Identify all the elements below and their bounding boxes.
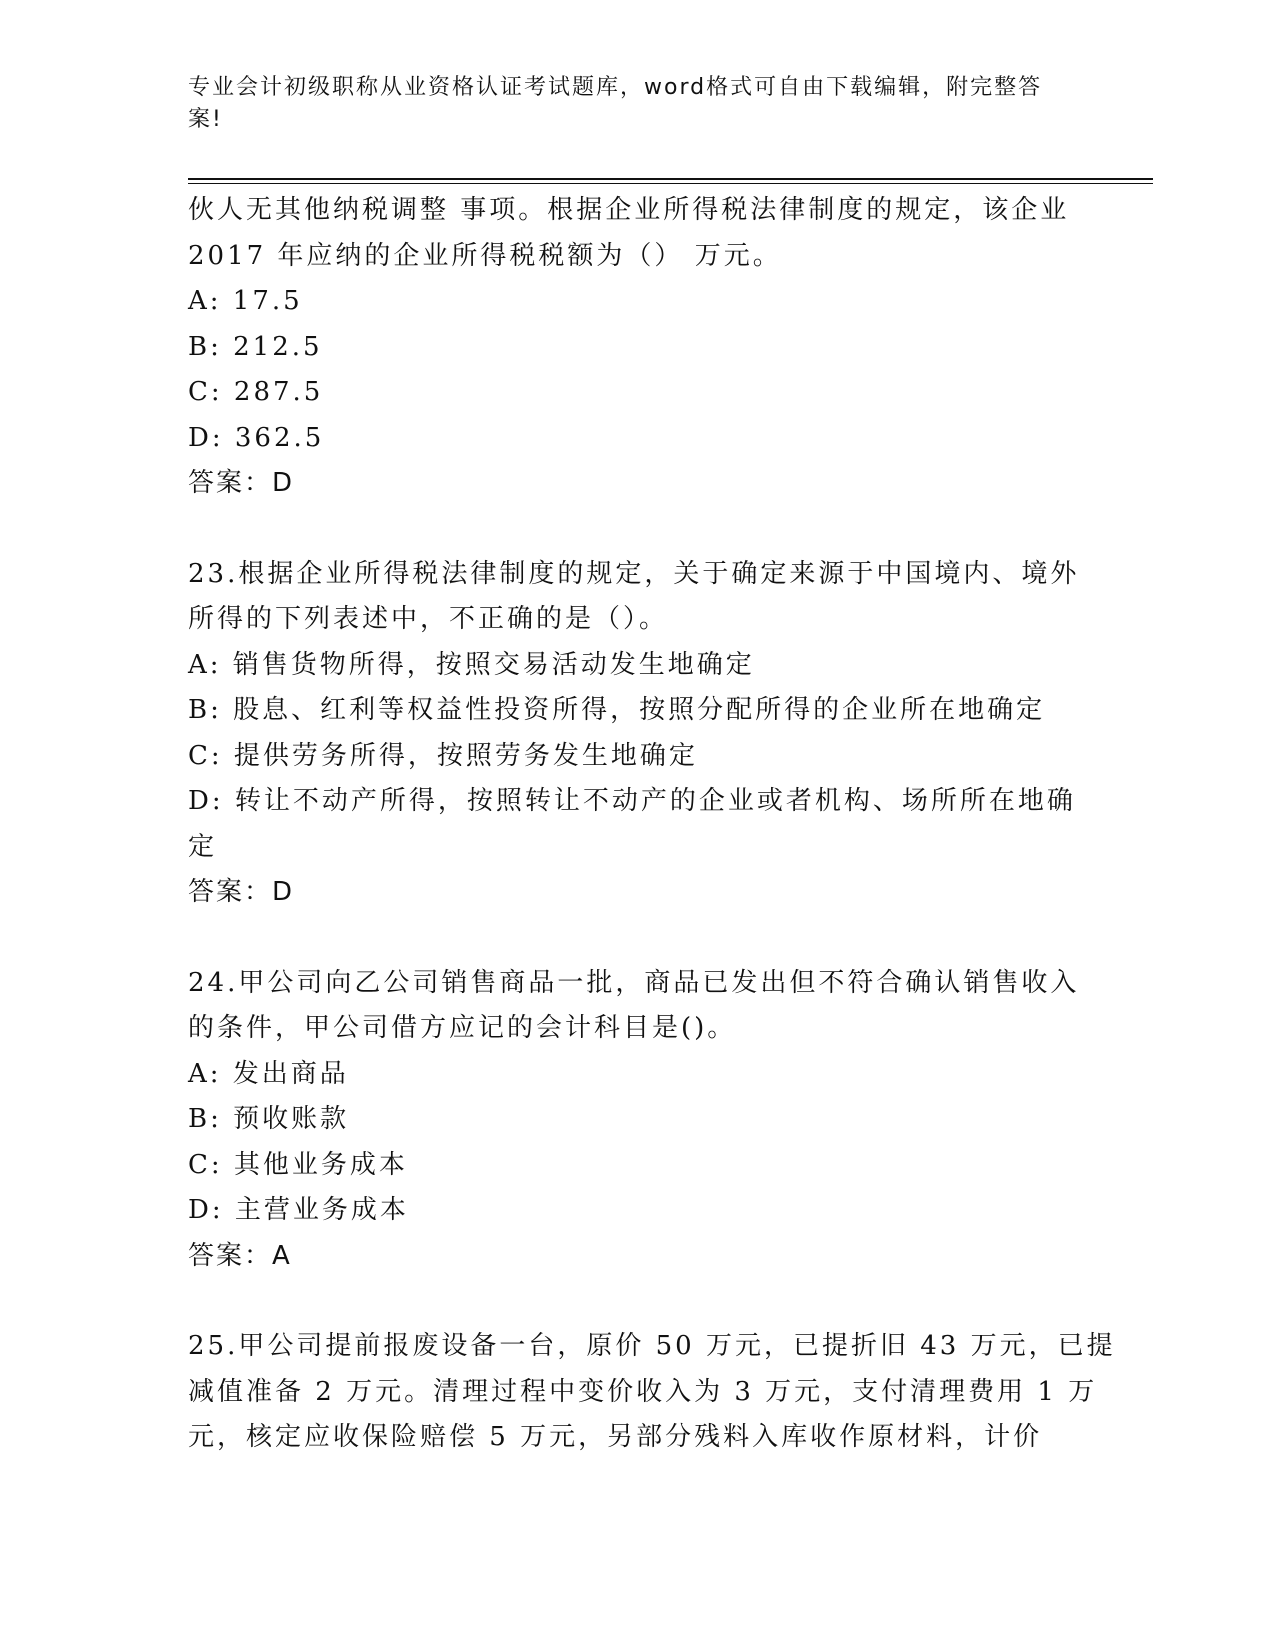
option-a: A: 发出商品 xyxy=(188,1058,349,1089)
question-stem-line: 所得的下列表述中，不正确的是（）。 xyxy=(188,604,669,634)
header-line-1: 专业会计初级职称从业资格认证考试题库，word格式可自由下载编辑，附完整答 xyxy=(188,75,1043,100)
answer-line: 答案：D xyxy=(188,877,295,907)
question-spacer xyxy=(188,916,1068,961)
question-23 xyxy=(188,552,1080,916)
option-c: C: 提供劳务所得，按照劳务发生地确定 xyxy=(188,740,698,771)
option-d: D: 转让不动产所得，按照转让不动产的企业或者机构、场所所在地确 xyxy=(188,786,1076,816)
question-stem-line: 元，核定应收保险赔偿 5 万元，另部分残料入库收作原材料，计价 xyxy=(188,1422,1043,1452)
option-c: C: 其他业务成本 xyxy=(188,1149,408,1180)
header-divider-thin xyxy=(188,183,1153,184)
question-content xyxy=(188,188,1116,1461)
question-stem-line: 伙人无其他纳税调整 事项。根据企业所得税法律制度的规定，该企业 xyxy=(188,195,1070,225)
option-b: B: 预收账款 xyxy=(188,1104,350,1134)
option-c: C: 287.5 xyxy=(188,377,324,407)
question-stem-line: 2017 年应纳的企业所得税税额为（） 万元。 xyxy=(188,240,782,271)
question-stem-line: 23.根据企业所得税法律制度的规定，关于确定来源于中国境内、境外 xyxy=(188,558,1080,589)
question-stem-line: 25.甲公司提前报废设备一台，原价 50 万元，已提折旧 43 万元，已提 xyxy=(188,1331,1116,1361)
option-a: A: 17.5 xyxy=(188,286,303,316)
answer-line: 答案：A xyxy=(188,1240,292,1271)
question-24 xyxy=(188,961,1080,1280)
question-stem-line: 24.甲公司向乙公司销售商品一批，商品已发出但不符合确认销售收入 xyxy=(188,967,1080,998)
question-25 xyxy=(188,1324,1116,1461)
question-stem-line: 减值准备 2 万元。清理过程中变价收入为 3 万元，支付清理费用 1 万 xyxy=(188,1376,1098,1407)
option-b: B: 212.5 xyxy=(188,331,323,362)
question-stem-line: 的条件，甲公司借方应记的会计科目是()。 xyxy=(188,1013,737,1043)
header-line-2: 案! xyxy=(188,107,223,132)
question-spacer xyxy=(188,1279,1068,1324)
option-d-continued: 定 xyxy=(188,831,218,862)
option-d: D: 主营业务成本 xyxy=(188,1195,409,1225)
header-divider-thick xyxy=(188,178,1153,180)
option-a: A: 销售货物所得，按照交易活动发生地确定 xyxy=(188,649,755,680)
question-spacer xyxy=(188,507,1068,552)
page-header xyxy=(188,72,1068,136)
option-b: B: 股息、红利等权益性投资所得，按照分配所得的企业所在地确定 xyxy=(188,695,1046,725)
answer-line: 答案：D xyxy=(188,468,295,498)
option-d: D: 362.5 xyxy=(188,422,325,453)
question-22 xyxy=(188,188,1068,507)
